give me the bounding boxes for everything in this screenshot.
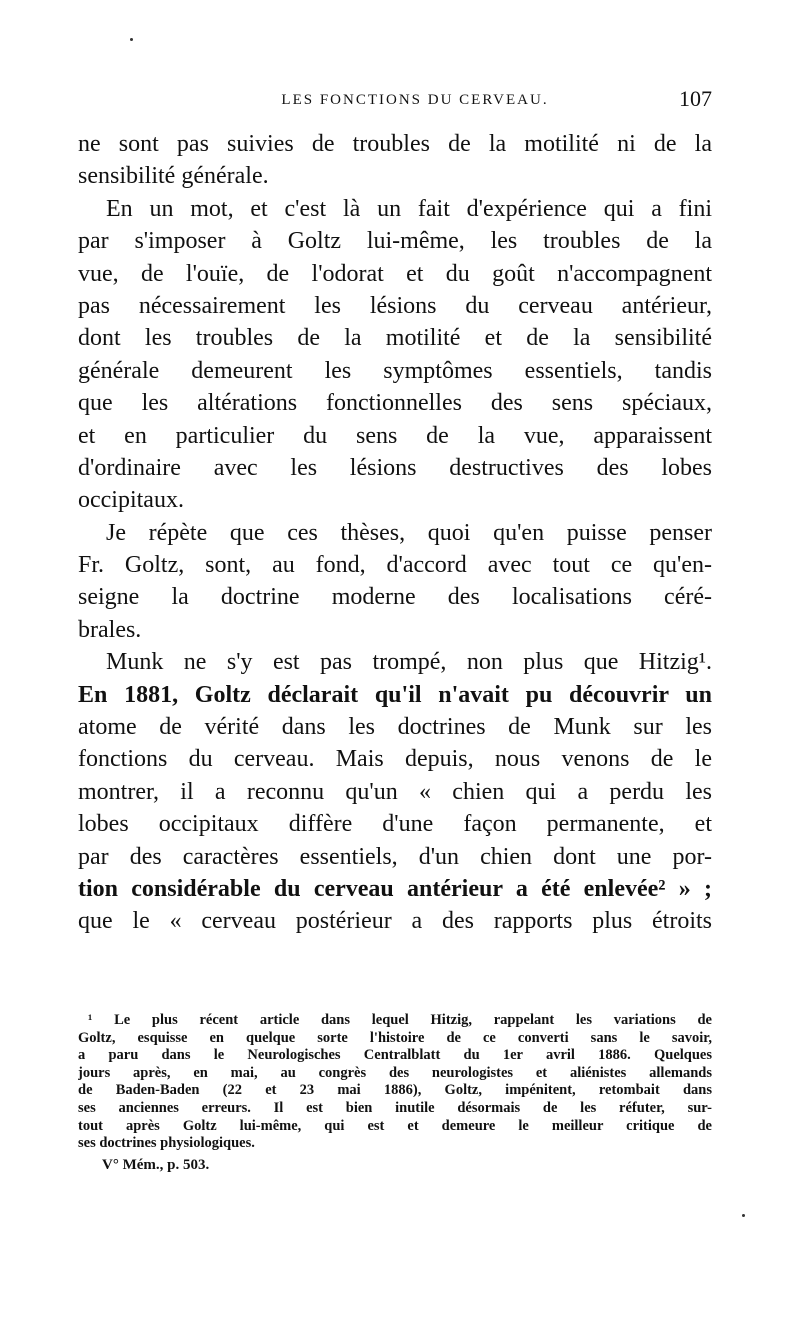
footnote-line: a paru dans le Neurologisches Centralblatt du 1er avril 1886. Quelques (78, 1047, 712, 1064)
footnote-line: ses anciennes erreurs. Il est bien inutile désormais de les réfuter, sur- (78, 1099, 712, 1116)
text-line: dont les troubles de la motilité et de la sensibilité (78, 325, 712, 352)
footnote-line: Goltz, esquisse en quelque sorte l'histoire de ce converti sans le savoir, (78, 1029, 712, 1046)
footnote-line: de Baden-Baden (22 et 23 mai 1886), Goltz, impénitent, retombait dans (78, 1082, 712, 1099)
text-line: tion considérable du cerveau antérieur a été enlevée² » ; (78, 875, 712, 902)
text-line: par s'imposer à Goltz lui-même, les troubles de la (78, 228, 712, 255)
footnotes (78, 1012, 712, 1174)
body-text (78, 128, 712, 938)
text-line: Je répète que ces thèses, quoi qu'en puisse penser (106, 519, 712, 546)
text-line: pas nécessairement les lésions du cerveau antérieur, (78, 292, 712, 319)
text-line: générale demeurent les symptômes essentiels, tandis (78, 357, 712, 384)
text-line: montrer, il a reconnu qu'un « chien qui a perdu les (78, 778, 712, 805)
text-line: que les altérations fonctionnelles des sens spéciaux, (78, 390, 712, 417)
text-line: lobes occipitaux diffère d'une façon permanente, et (78, 811, 712, 838)
text-line: par des caractères essentiels, d'un chien dont une por- (78, 843, 712, 870)
print-speck (130, 38, 133, 41)
text-line: vue, de l'ouïe, de l'odorat et du goût n'accompagnent (78, 260, 712, 287)
footnote-line: tout après Goltz lui-même, qui est et demeure le meilleur critique de (78, 1117, 712, 1134)
text-line: En 1881, Goltz déclarait qu'il n'avait pu découvrir un (78, 681, 712, 708)
text-line: seigne la doctrine moderne des localisations céré- (78, 584, 712, 611)
print-speck (742, 1214, 745, 1217)
text-line: atome de vérité dans les doctrines de Munk sur les (78, 714, 712, 741)
footnote-line: jours après, en mai, au congrès des neurologistes et aliénistes allemands (78, 1064, 712, 1081)
text-line: Munk ne s'y est pas trompé, non plus que Hitzig¹. (106, 649, 712, 676)
text-line: d'ordinaire avec les lésions destructives des lobes (78, 454, 712, 481)
footnote-line: ses doctrines physiologiques. (78, 1135, 255, 1152)
page-header (78, 88, 712, 118)
text-line: Fr. Goltz, sont, au fond, d'accord avec tout ce qu'en- (78, 552, 712, 579)
footnote-2: V° Mém., p. 503. (102, 1156, 210, 1173)
text-line: sensibilité générale. (78, 163, 269, 190)
text-line: que le « cerveau postérieur a des rapports plus étroits (78, 908, 712, 935)
text-line: ne sont pas suivies de troubles de la motilité ni de la (78, 131, 712, 157)
text-line: brales. (78, 616, 142, 643)
text-line: fonctions du cerveau. Mais depuis, nous venons de le (78, 746, 712, 773)
running-title: LES FONCTIONS DU CERVEAU. (281, 92, 549, 108)
text-line: En un mot, et c'est là un fait d'expérience qui a fini (106, 195, 712, 222)
page-number: 107 (679, 86, 712, 111)
text-line: occipitaux. (78, 487, 184, 514)
text-line: et en particulier du sens de la vue, apparaissent (78, 422, 712, 449)
footnote-line: ¹ Le plus récent article dans lequel Hitzig, rappelant les variations de (88, 1012, 712, 1028)
